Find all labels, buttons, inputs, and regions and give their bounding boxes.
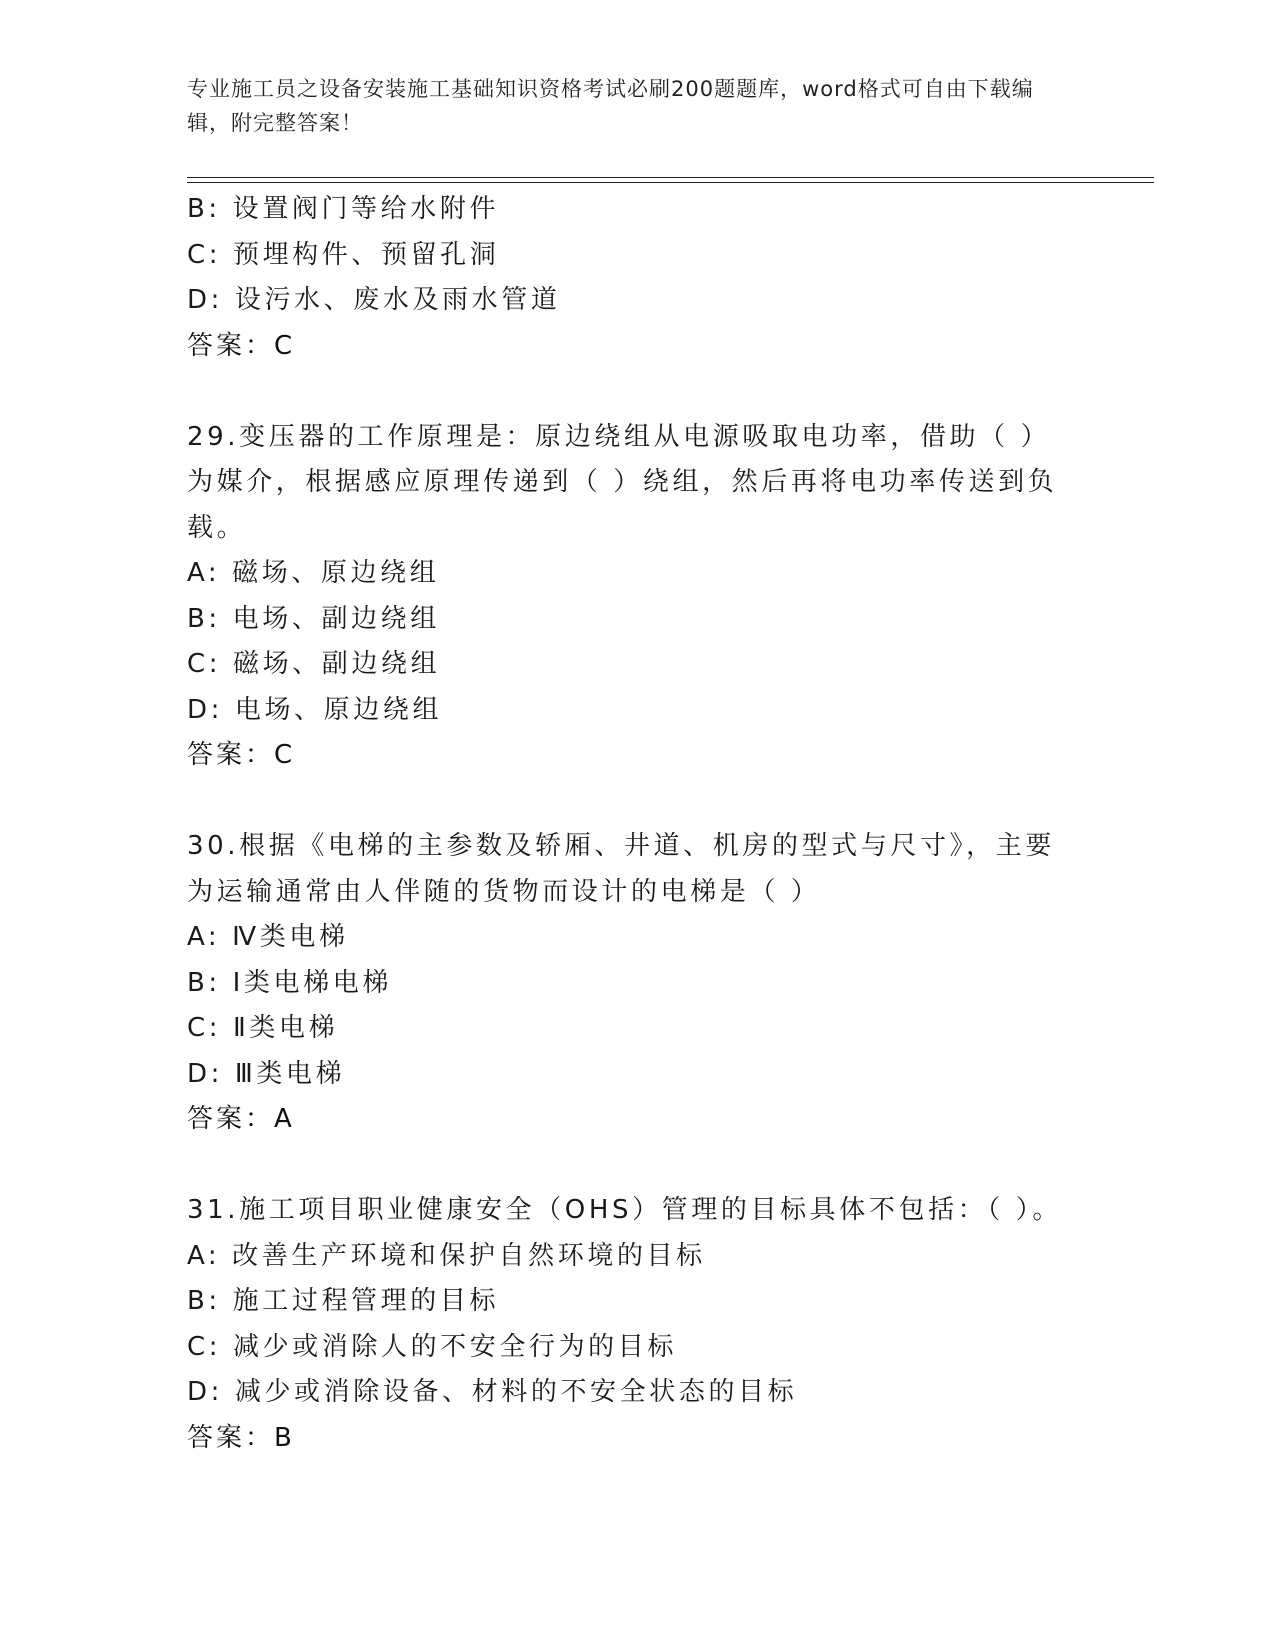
spacer — [187, 1143, 1087, 1189]
option-c: C: Ⅱ类电梯 — [187, 1013, 339, 1043]
answer-line: 答案：C — [187, 740, 296, 770]
option-d: D: 设污水、废水及雨水管道 — [187, 285, 561, 315]
option-d: D: Ⅲ类电梯 — [187, 1058, 346, 1089]
option-c: C: 减少或消除人的不安全行为的目标 — [187, 1331, 677, 1362]
question-block-prev — [187, 187, 1087, 369]
option-b: B: 施工过程管理的目标 — [187, 1286, 500, 1316]
question-text: 30.根据《电梯的主参数及轿厢、井道、机房的型式与尺寸》，主要为运输通常由人伴随的货物而设计的电梯是（ ） — [187, 831, 1055, 907]
header-divider-bottom — [187, 182, 1154, 183]
option-a: A: 改善生产环境和保护自然环境的目标 — [187, 1240, 706, 1271]
option-c: C: 预埋构件、预留孔洞 — [187, 239, 500, 270]
question-text: 31.施工项目职业健康安全（OHS）管理的目标具体不包括：（ ）。 — [187, 1195, 1062, 1225]
option-b: B: Ⅰ类电梯电梯 — [187, 967, 392, 998]
option-a: A: Ⅳ类电梯 — [187, 922, 349, 952]
answer-line: 答案：A — [187, 1104, 295, 1134]
answer-line: 答案：B — [187, 1422, 295, 1453]
question-block-29 — [187, 415, 1087, 779]
option-b: B: 设置阀门等给水附件 — [187, 194, 500, 224]
question-text: 29.变压器的工作原理是：原边绕组从电源吸取电功率，借助（ ）为媒介，根据感应原理传递到（ ）绕组，然后再将电功率传送到负载。 — [187, 421, 1058, 543]
option-a: A: 磁场、原边绕组 — [187, 558, 440, 588]
document-body — [187, 187, 1087, 1461]
question-block-30 — [187, 824, 1087, 1143]
option-b: B: 电场、副边绕组 — [187, 603, 440, 634]
header-divider-top — [187, 177, 1154, 178]
spacer — [187, 779, 1087, 825]
question-block-31 — [187, 1188, 1087, 1461]
option-d: D: 减少或消除设备、材料的不安全状态的目标 — [187, 1377, 798, 1407]
answer-line: 答案：C — [187, 330, 296, 361]
document-header: 专业施工员之设备安装施工基础知识资格考试必刷200题题库，word格式可自由下载编辑，附完整答案！ — [187, 77, 1034, 135]
spacer — [187, 369, 1087, 415]
option-c: C: 磁场、副边绕组 — [187, 649, 441, 679]
option-d: D: 电场、原边绕组 — [187, 694, 443, 725]
